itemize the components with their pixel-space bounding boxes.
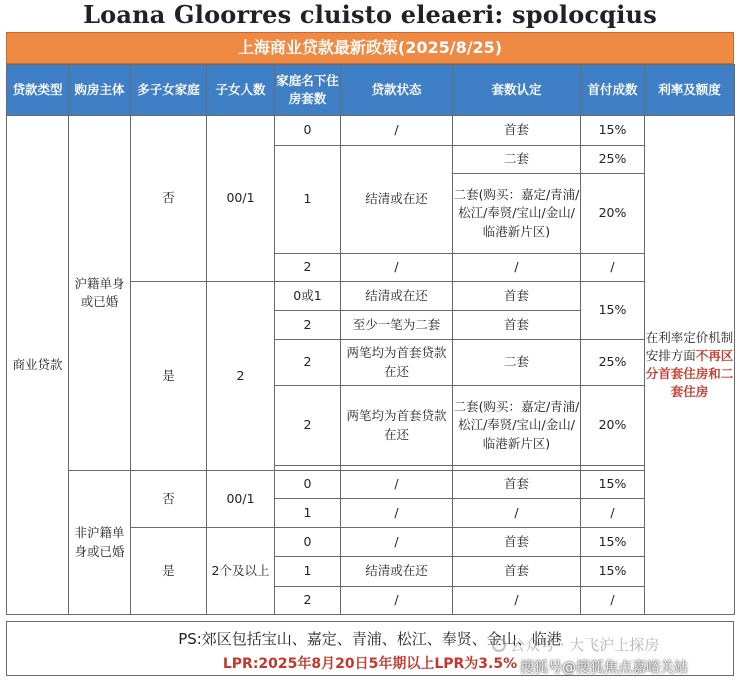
loan-status-cell: 结清或在还	[341, 557, 453, 587]
home-count-cell: 2	[275, 254, 341, 282]
loan-status-cell: 两笔均为首套贷款在还	[341, 340, 453, 386]
home-count-cell: 2	[275, 587, 341, 615]
loan-status-cell: /	[341, 116, 453, 146]
rate-note-cell	[645, 116, 735, 615]
home-count-cell: 2	[275, 386, 341, 466]
loan-status-cell: 结清或在还	[341, 146, 453, 254]
wechat-icon	[492, 638, 506, 652]
multi-child-yes-cell: 是	[131, 528, 207, 615]
home-count-cell: 2	[275, 340, 341, 386]
multi-child-yes-cell: 是	[131, 282, 207, 471]
recognition-cell: 二套(购买：嘉定/青浦/松江/奉贤/宝山/金山/临港新片区)	[453, 386, 581, 466]
down-payment-cell: /	[581, 254, 645, 282]
recognition-cell: 首套	[453, 471, 581, 499]
watermark-official	[492, 634, 659, 655]
table-row	[7, 471, 735, 499]
down-payment-cell: 15%	[581, 471, 645, 499]
loan-policy-table	[6, 64, 735, 615]
loan-type-cell: 商业贷款	[7, 116, 69, 615]
col-header-rate-quota: 利率及额度	[645, 65, 735, 116]
page-title: Loana Gloorres cluisto eleaeri: spolocqius	[83, 0, 657, 29]
col-header-down-payment: 首付成数	[581, 65, 645, 116]
recognition-cell: 首套	[453, 116, 581, 146]
watermark-sohu: 搜狐号@搜狐焦点嘉峪关站	[520, 660, 688, 676]
down-payment-cell: 15%	[581, 528, 645, 557]
col-header-loan-type: 贷款类型	[7, 65, 69, 116]
down-payment-cell: 20%	[581, 386, 645, 466]
multi-child-no-cell: 否	[131, 116, 207, 282]
home-count-cell: 0	[275, 528, 341, 557]
recognition-cell: /	[453, 499, 581, 528]
loan-status-cell: 结清或在还	[341, 282, 453, 311]
down-payment-cell: /	[581, 499, 645, 528]
recognition-cell: 二套(购买：嘉定/青浦/松江/奉贤/宝山/金山/临港新片区)	[453, 174, 581, 254]
loan-status-cell: /	[341, 587, 453, 615]
rate-note-emphasis: 不再区分首套住房和二套住房	[645, 347, 734, 400]
loan-status-cell: 两笔均为首套贷款在还	[341, 386, 453, 466]
recognition-cell: /	[453, 587, 581, 615]
home-count-cell: 2	[275, 311, 341, 340]
down-payment-cell: 25%	[581, 340, 645, 386]
recognition-cell: 首套	[453, 282, 581, 311]
recognition-cell: 二套	[453, 340, 581, 386]
loan-status-cell: 至少一笔为二套	[341, 311, 453, 340]
loan-status-cell: /	[341, 471, 453, 499]
subject-nonlocal-cell: 非沪籍单身或已婚	[69, 471, 131, 615]
down-payment-cell: /	[581, 587, 645, 615]
lpr-note: LPR:2025年8月20日5年期以上LPR为3.5%	[222, 656, 518, 672]
home-count-cell: 1	[275, 557, 341, 587]
col-header-loan-status: 贷款状态	[341, 65, 453, 116]
loan-status-cell: /	[341, 254, 453, 282]
watermark-text: 公众号 · 大飞沪上探房	[510, 636, 660, 654]
child-count-cell: 2个及以上	[207, 528, 275, 615]
recognition-cell: 首套	[453, 528, 581, 557]
rate-note-text: 在利率定价机制安排方面	[645, 329, 734, 363]
multi-child-no-cell: 否	[131, 471, 207, 528]
home-count-cell: 0或1	[275, 282, 341, 311]
col-header-subject: 购房主体	[69, 65, 131, 116]
col-header-home-recognition: 套数认定	[453, 65, 581, 116]
recognition-cell: /	[453, 254, 581, 282]
table-row	[7, 116, 735, 146]
home-count-cell: 1	[275, 499, 341, 528]
down-payment-cell: 15%	[581, 557, 645, 587]
subject-local-cell: 沪籍单身或已婚	[69, 116, 131, 471]
down-payment-cell: 15%	[581, 116, 645, 146]
ps-note: PS:郊区包括宝山、嘉定、青浦、松江、奉贤、金山、临港	[178, 630, 562, 648]
loan-status-cell: /	[341, 528, 453, 557]
home-count-cell: 0	[275, 116, 341, 146]
col-header-multi-child: 多子女家庭	[131, 65, 207, 116]
down-payment-cell: 25%	[581, 146, 645, 174]
child-count-cell: 2	[207, 282, 275, 471]
recognition-cell: 二套	[453, 146, 581, 174]
header-row	[7, 65, 735, 116]
home-count-cell: 0	[275, 471, 341, 499]
recognition-cell: 首套	[453, 311, 581, 340]
down-payment-cell: 20%	[581, 174, 645, 254]
child-count-cell: 00/1	[207, 471, 275, 528]
loan-status-cell: /	[341, 499, 453, 528]
policy-title: 上海商业贷款最新政策(2025/8/25)	[6, 32, 734, 64]
home-count-cell: 1	[275, 146, 341, 254]
recognition-cell: 首套	[453, 557, 581, 587]
down-payment-cell: 15%	[581, 282, 645, 340]
col-header-home-count: 家庭名下住房套数	[275, 65, 341, 116]
child-count-cell: 00/1	[207, 116, 275, 282]
col-header-child-count: 子女人数	[207, 65, 275, 116]
